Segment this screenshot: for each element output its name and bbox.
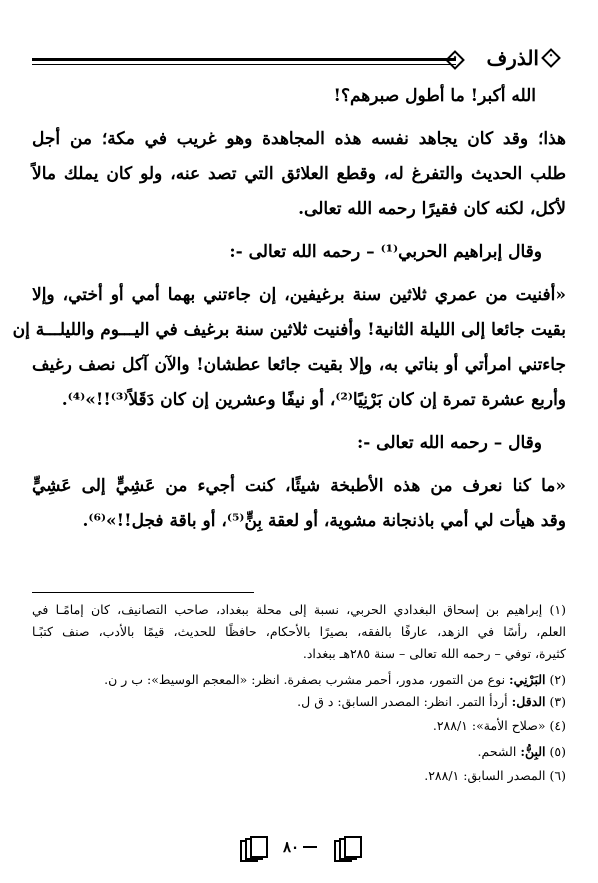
books-ornament-icon (240, 836, 266, 858)
footnote-text: الشحم. (477, 744, 517, 759)
header-ornament-icon (445, 50, 465, 70)
footnote-text: المصدر السابق: ٢٨٨/١. (424, 768, 546, 783)
text-line: جاءتني امرأتي أو بناتي به، وإلا بقيت جائعا عطشان! والآن آكل نصف رغيف (32, 355, 566, 375)
text-line: وأربع عشرة تمرة إن كان بَرْنِيًا⁽²⁾، أو نيفًا وعشرين إن كان دَقَلاً⁽³⁾!!»⁽⁴⁾. (61, 390, 566, 410)
text-line: الله أكبر! ما أطول صبرهم؟! (333, 86, 536, 106)
page-header (32, 40, 566, 76)
footnote-item (32, 692, 566, 712)
page-footer (240, 832, 360, 862)
footnote-keyword: الدقل: (511, 694, 546, 709)
footnote-number: (٦) (549, 768, 566, 783)
footnote-text: أردأ التمر. انظر: المصدر السابق: د ق ل. (297, 694, 508, 709)
header-ornament-right-icon (541, 48, 561, 68)
text-line: وقال – رحمه الله تعالى -: (356, 433, 542, 453)
footnote-item (32, 742, 566, 762)
header-rule-thick (32, 58, 456, 61)
footnote-line: كثيرة، توفي – رحمه الله تعالى – سنة ٢٨٥هـ ببغداد. (302, 646, 566, 661)
footnote-keyword: البَرْنِي: (509, 672, 546, 687)
page-number: ٨٠ (282, 838, 300, 856)
footnote-text: «صلاح الأمة»: ٢٨٨/١. (432, 718, 546, 733)
footnote-number: (٥) (549, 744, 566, 759)
text-line: هذا؛ وقد كان يجاهد نفسه هذه المجاهدة وهو غريب في مكة؛ من أجل (32, 129, 566, 149)
text-line: «ما كنا نعرف من هذه الأطبخة شيئًا، كنت أجيء من عَشِيٍّ إلى عَشِيٍّ (32, 476, 566, 496)
text-line: بقيت جائعا إلى الليلة الثانية! وأفنيت ثلاثين سنة برغيف في اليـــوم والليلـــة إن (12, 320, 566, 340)
text-line: «أفنيت من عمري ثلاثين سنة برغيفين، إن جاءتني بهما أمي أو أختي، وإلا (32, 285, 566, 305)
footnote-keyword: البِنُّ: (520, 744, 546, 759)
page-number-dash (303, 846, 317, 848)
text-line: لأكل، لكنه كان فقيرًا رحمه الله تعالى. (298, 199, 566, 219)
footnote-number: (٣) (549, 694, 566, 709)
footnote-text: نوع من التمور، مدور، أحمر مشرب بصفرة. انظر: «المعجم الوسيط»: ب ر ن. (104, 672, 506, 687)
text-line: وقال إبراهيم الحربي⁽¹⁾ – رحمه الله تعالى -: (229, 242, 542, 262)
page-number-group (283, 838, 317, 856)
footnote-item (32, 766, 566, 786)
header-title: الذرف (486, 46, 539, 70)
text-line: وقد هيأت لي أمي باذنجانة مشوية، أو لعقة بِنٍّ⁽⁵⁾، أو باقة فجل!!»⁽⁶⁾. (82, 511, 566, 531)
header-rule-thin (32, 64, 456, 65)
books-ornament-icon (334, 836, 360, 858)
footnote-line: (١) إبراهيم بن إسحاق البغدادي الحربي، نسبة إلى محلة ببغداد، صاحب التصانيف، كان إمامًـا في (32, 602, 566, 617)
footnote-item (32, 716, 566, 736)
footnote-number: (٤) (549, 718, 566, 733)
footnote-line: العلم، رأسًا في الزهد، عارفًا بالفقه، بصيرًا بالأحكام، حافظًا للحديث، قيمًا بالأدب، صنف كتبًـا (32, 624, 566, 639)
footnote-separator (32, 592, 254, 593)
text-line: طلب الحديث والتفرغ له، وقطع العلائق التي تصد عنه، ولو كان يملك مالاً (32, 164, 566, 184)
footnote-item (32, 670, 566, 690)
header-title-wrap (483, 40, 558, 76)
footnote-number: (٢) (549, 672, 566, 687)
